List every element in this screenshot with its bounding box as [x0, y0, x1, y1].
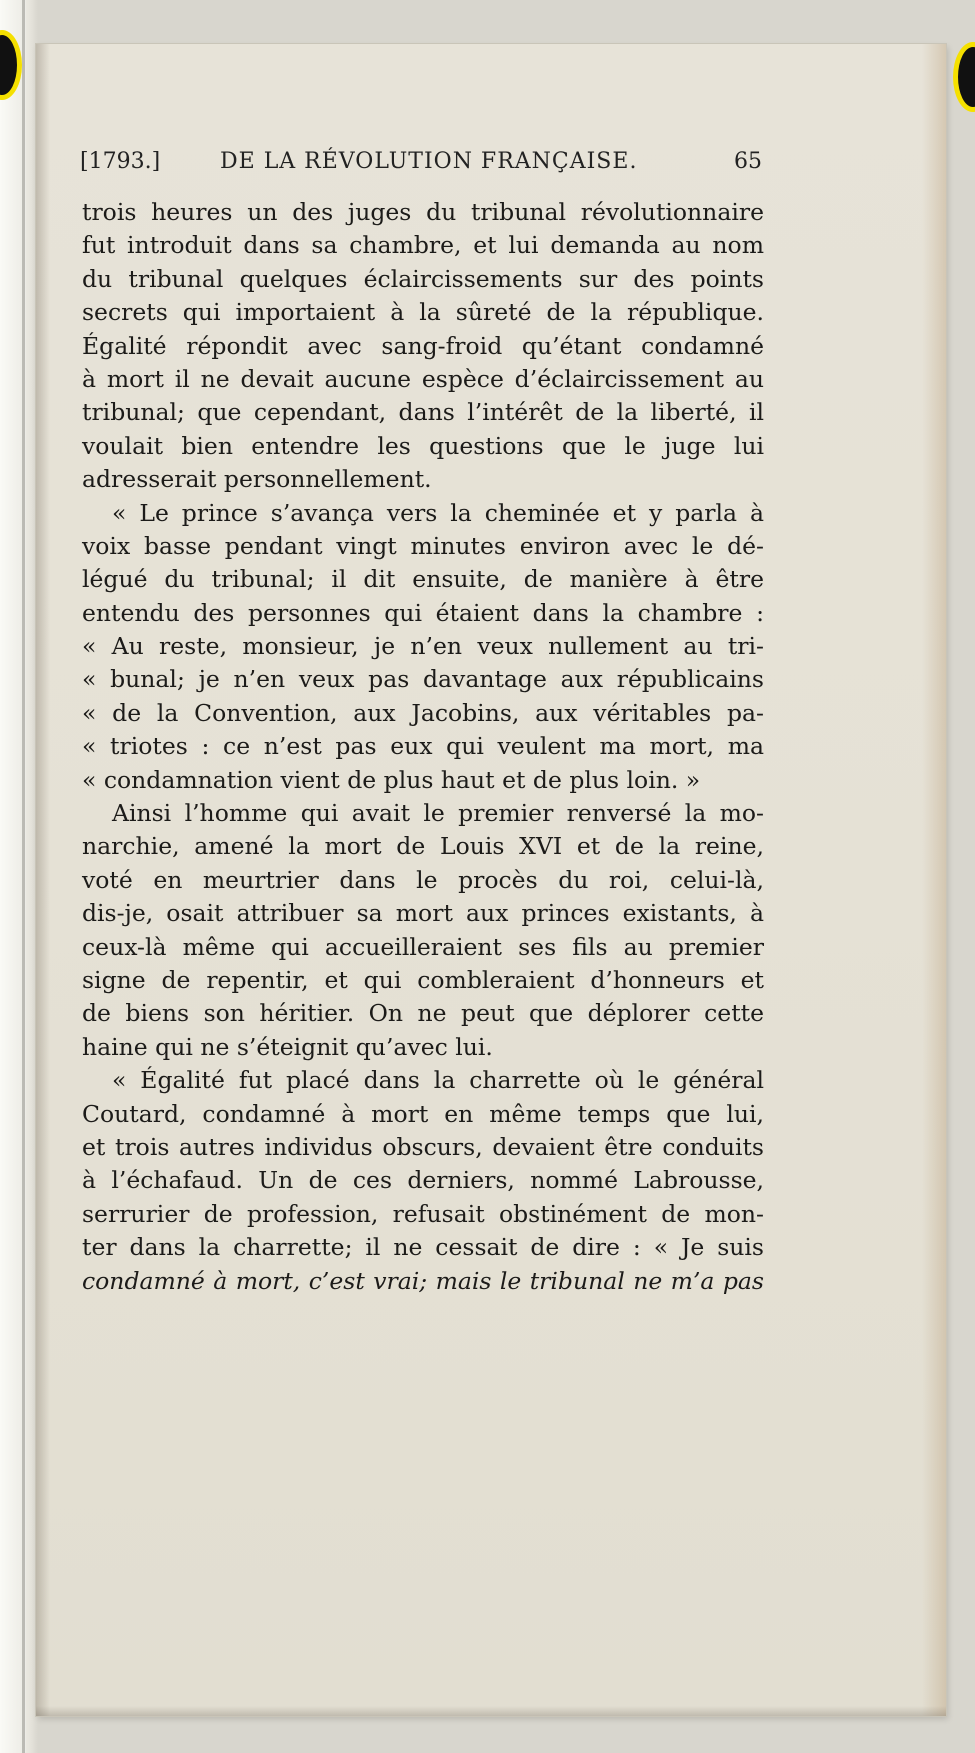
- text-line: signe de repentir, et qui combleraient d’honneurs et: [82, 965, 764, 994]
- text-line: et trois autres individus obscurs, devaient être conduits: [82, 1132, 764, 1161]
- text-line: « Au reste, monsieur, je n’en veux nullement au tri-: [82, 632, 764, 661]
- header-year: [1793.]: [80, 149, 161, 174]
- text-line: du tribunal quelques éclaircissements sur des points: [82, 264, 764, 293]
- text-line: voté en meurtrier dans le procès du roi, celui-là,: [82, 865, 764, 894]
- text-line: ceux-là même qui accueilleraient ses fils au premier: [82, 932, 764, 961]
- text-line: Ainsi l’homme qui avait le premier renversé la mo-: [112, 799, 764, 828]
- text-line: haine qui ne s’éteignit qu’avec lui.: [82, 1032, 493, 1061]
- header-title: DE LA RÉVOLUTION FRANÇAISE.: [220, 149, 638, 174]
- text-line: « bunal; je n’en veux pas davantage aux républicains: [82, 665, 764, 694]
- text-line: « Égalité fut placé dans la charrette où le général: [112, 1066, 764, 1095]
- page-number: 65: [734, 149, 762, 174]
- text-line: trois heures un des juges du tribunal révolutionnaire: [82, 198, 764, 226]
- text-line: serrurier de profession, refusait obstinément de mon-: [82, 1199, 764, 1228]
- text-line: de biens son héritier. On ne peut que déplorer cette: [82, 999, 764, 1028]
- running-header: [80, 145, 762, 179]
- text-line: fut introduit dans sa chambre, et lui demanda au nom: [82, 231, 764, 260]
- text-line: adresserait personnellement.: [82, 465, 432, 494]
- text-line: Coutard, condamné à mort en même temps que lui,: [82, 1099, 764, 1128]
- text-line: « de la Convention, aux Jacobins, aux véritables pa-: [82, 698, 764, 727]
- text-line: ter dans la charrette; il ne cessait de dire : « Je suis: [82, 1233, 764, 1262]
- text-line: Égalité répondit avec sang-froid qu’étant condamné: [82, 331, 764, 360]
- text-line: secrets qui importaient à la sûreté de la république.: [82, 298, 764, 327]
- text-line: condamné à mort, c’est vrai; mais le tribunal ne m’a pas: [82, 1266, 764, 1295]
- text-line: « Le prince s’avança vers la cheminée et y parla à: [112, 498, 764, 527]
- text-line: narchie, amené la mort de Louis XVI et de la reine,: [82, 832, 764, 861]
- binding-shadow: [36, 44, 50, 1716]
- text-line: « triotes : ce n’est pas eux qui veulent ma mort, ma: [82, 732, 764, 761]
- text-line: « condamnation vient de plus haut et de plus loin. »: [82, 765, 701, 794]
- text-line: voulait bien entendre les questions que le juge lui: [82, 431, 764, 460]
- text-line: à l’échafaud. Un de ces derniers, nommé Labrousse,: [82, 1166, 764, 1195]
- page-bottom-edge: [36, 1706, 946, 1716]
- page-right-edge: [922, 44, 946, 1716]
- body-text: [82, 196, 764, 1298]
- text-line: voix basse pendant vingt minutes environ avec le dé-: [82, 531, 764, 560]
- facing-page-border: [22, 0, 25, 1753]
- text-line: tribunal; que cependant, dans l’intérêt de la liberté, il: [82, 398, 764, 427]
- text-line: légué du tribunal; il dit ensuite, de manière à être: [82, 565, 764, 594]
- text-line: dis-je, osait attribuer sa mort aux princes existants, à: [82, 899, 764, 928]
- text-line: entendu des personnes qui étaient dans la chambre :: [82, 598, 764, 627]
- text-line: à mort il ne devait aucune espèce d’éclaircissement au: [82, 364, 764, 393]
